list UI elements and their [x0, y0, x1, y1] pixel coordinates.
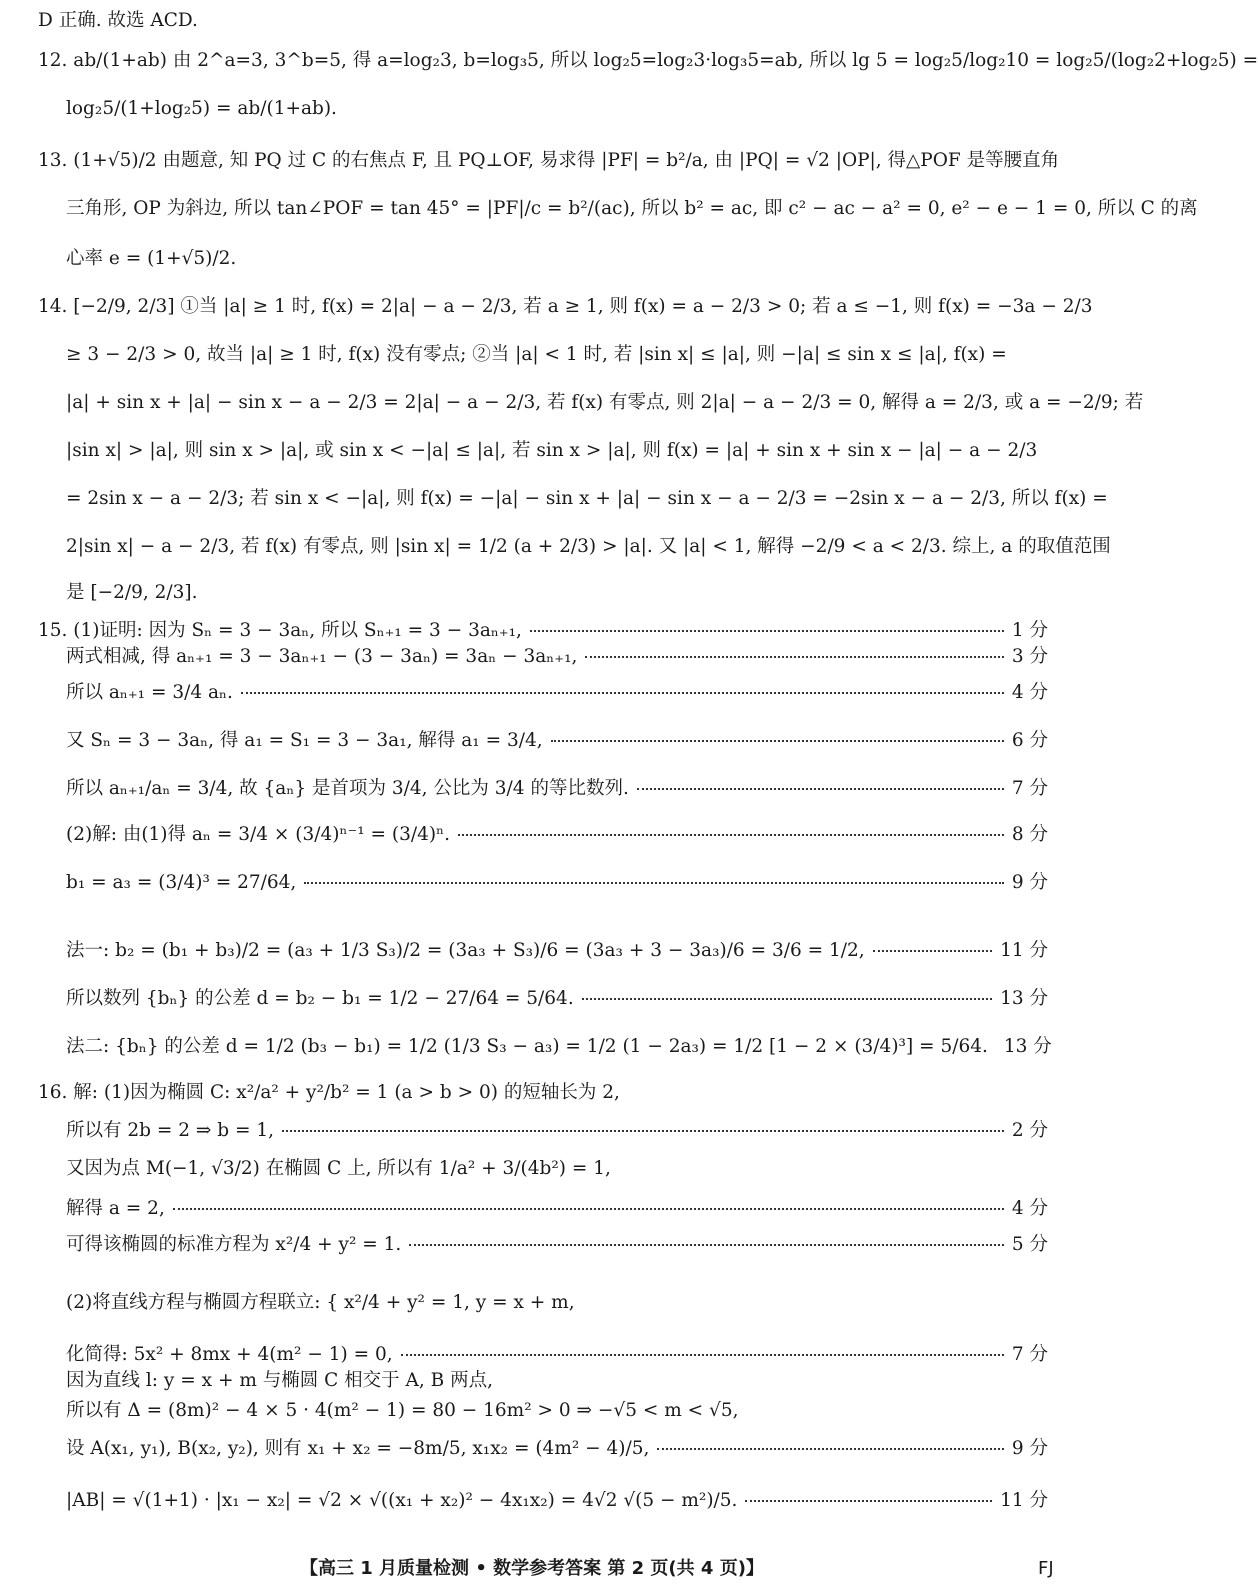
dotted-leader	[551, 740, 1004, 742]
answer-line	[66, 246, 1048, 272]
answer-line-text: 化简得: 5x² + 8mx + 4(m² − 1) = 0,	[66, 1344, 393, 1365]
dotted-leader	[585, 656, 1003, 658]
answer-line	[66, 1034, 1052, 1060]
footer-code: FJ	[1038, 1558, 1054, 1579]
answer-line-text: (2)解: 由(1)得 aₙ = 3/4 × (3/4)ⁿ⁻¹ = (3/4)ⁿ.	[66, 824, 450, 845]
answer-line	[66, 644, 1048, 670]
answer-line-text: 所以 aₙ₊₁/aₙ = 3/4, 故 {aₙ} 是首项为 3/4, 公比为 3/4 的等比数列.	[66, 778, 629, 799]
dotted-leader	[458, 834, 1004, 836]
dotted-leader	[745, 1500, 992, 1502]
score-label: 2 分	[1011, 1120, 1048, 1141]
answer-line-text: 法一: b₂ = (b₁ + b₃)/2 = (a₃ + 1/3 S₃)/2 = (3a₃ + S₃)/6 = (3a₃ + 3 − 3a₃)/6 = 3/6 = 1/2,	[66, 940, 865, 961]
answer-line	[66, 580, 1048, 606]
score-label: 1 分	[1011, 620, 1048, 641]
answer-line	[66, 776, 1048, 802]
score-label: 3 分	[1011, 646, 1048, 667]
answer-line-text: 15. (1)证明: 因为 Sₙ = 3 − 3aₙ, 所以 Sₙ₊₁ = 3 − 3aₙ₊₁,	[38, 620, 522, 641]
answer-line-text: 16. 解: (1)因为椭圆 C: x²/a² + y²/b² = 1 (a > b > 0) 的短轴长为 2,	[38, 1082, 620, 1103]
score-label: 13 分	[1000, 988, 1048, 1009]
score-label: 7 分	[1011, 778, 1048, 799]
answer-line-text: 所以有 2b = 2 ⇒ b = 1,	[66, 1120, 275, 1141]
score-label: 6 分	[1011, 730, 1048, 751]
answer-line	[38, 294, 1093, 320]
dotted-leader	[873, 950, 992, 952]
answer-line	[66, 1398, 1048, 1424]
answer-line-text: 两式相减, 得 aₙ₊₁ = 3 − 3aₙ₊₁ − (3 − 3aₙ) = 3aₙ − 3aₙ₊₁,	[66, 646, 578, 667]
score-label: 4 分	[1011, 1198, 1048, 1219]
answer-line-text: b₁ = a₃ = (3/4)³ = 27/64,	[66, 872, 297, 893]
answer-line-text: 是 [−2/9, 2/3].	[66, 582, 198, 603]
answer-line-text: |sin x| > |a|, 则 sin x > |a|, 或 sin x < −|a| ≤ |a|, 若 sin x > |a|, 则 f(x) = |a| + sin x + sin x − |a| − a − 2/3	[66, 440, 1038, 461]
score-label: 9 分	[1011, 1438, 1048, 1459]
answer-line	[66, 1488, 1048, 1514]
answer-line	[66, 486, 1108, 512]
dotted-leader	[530, 630, 1004, 632]
dotted-leader	[401, 1354, 1004, 1356]
dotted-leader	[582, 998, 992, 1000]
answer-line	[38, 8, 1048, 34]
answer-line	[66, 1342, 1048, 1368]
answer-line	[66, 534, 1111, 560]
answer-line	[66, 1290, 1048, 1316]
answer-line-text: 所以有 Δ = (8m)² − 4 × 5 · 4(m² − 1) = 80 − 16m² > 0 ⇒ −√5 < m < √5,	[66, 1400, 739, 1421]
answer-line	[66, 96, 1048, 122]
answer-line-text: (2)将直线方程与椭圆方程联立: { x²/4 + y² = 1, y = x + m,	[66, 1292, 575, 1313]
answer-line-text: 13. (1+√5)/2 由题意, 知 PQ 过 C 的右焦点 F, 且 PQ⊥OF, 易求得 |PF| = b²/a, 由 |PQ| = √2 |OP|, 得△POF 是等腰直角	[38, 150, 1060, 171]
answer-line-text: 心率 e = (1+√5)/2.	[66, 248, 237, 269]
dotted-leader	[282, 1130, 1004, 1132]
answer-line-text: 解得 a = 2,	[66, 1198, 165, 1219]
answer-line-text: log₂5/(1+log₂5) = ab/(1+ab).	[66, 98, 337, 119]
answer-line-text: 所以数列 {bₙ} 的公差 d = b₂ − b₁ = 1/2 − 27/64 = 5/64.	[66, 988, 574, 1009]
answer-line	[66, 438, 1048, 464]
answer-line-text: 14. [−2/9, 2/3] ①当 |a| ≥ 1 时, f(x) = 2|a| − a − 2/3, 若 a ≥ 1, 则 f(x) = a − 2/3 > 0; 若 a ≤ −1, 则 f(x) = −3a − 2/3	[38, 296, 1093, 317]
answer-line	[66, 870, 1048, 896]
answer-line-text: |a| + sin x + |a| − sin x − a − 2/3 = 2|a| − a − 2/3, 若 f(x) 有零点, 则 2|a| − a − 2/3 = 0, 解得 a = 2/3, 或 a = −2/9; 若	[66, 392, 1144, 413]
answer-line	[66, 342, 1048, 368]
score-label: 7 分	[1011, 1344, 1048, 1365]
answer-line-text: 所以 aₙ₊₁ = 3/4 aₙ.	[66, 682, 233, 703]
answer-line-text: 又因为点 M(−1, √3/2) 在椭圆 C 上, 所以有 1/a² + 3/(4b²) = 1,	[66, 1158, 611, 1179]
answer-line	[66, 196, 1198, 222]
answer-line	[66, 728, 1048, 754]
answer-line	[38, 618, 1048, 644]
answer-line	[66, 1118, 1048, 1144]
answer-line	[66, 938, 1048, 964]
dotted-leader	[409, 1244, 1004, 1246]
score-label: 11 分	[1000, 1490, 1048, 1511]
answer-line	[38, 1080, 1048, 1106]
answer-line-text: 可得该椭圆的标准方程为 x²/4 + y² = 1.	[66, 1234, 402, 1255]
answer-line-text: 12. ab/(1+ab) 由 2^a=3, 3^b=5, 得 a=log₂3, b=log₃5, 所以 log₂5=log₂3·log₃5=ab, 所以 lg 5 = log₂5/log₂10 = log₂5/(log₂2+log₂5) =	[38, 50, 1258, 71]
answer-line	[66, 822, 1048, 848]
dotted-leader	[173, 1208, 1004, 1210]
score-label: 13 分	[1003, 1036, 1052, 1057]
answer-line	[66, 986, 1048, 1012]
score-label: 4 分	[1011, 682, 1048, 703]
answer-line	[66, 1368, 1048, 1394]
dotted-leader	[657, 1448, 1003, 1450]
score-label: 5 分	[1011, 1234, 1048, 1255]
answer-line	[66, 1232, 1048, 1258]
answer-line-text: 因为直线 l: y = x + m 与椭圆 C 相交于 A, B 两点,	[66, 1370, 494, 1391]
answer-line	[66, 680, 1048, 706]
answer-line-text: ≥ 3 − 2/3 > 0, 故当 |a| ≥ 1 时, f(x) 没有零点; ②当 |a| < 1 时, 若 |sin x| ≤ |a|, 则 −|a| ≤ sin x ≤ |a|, f(x) =	[66, 344, 1007, 365]
dotted-leader	[304, 882, 1004, 884]
answer-line	[66, 1156, 1048, 1182]
score-label: 11 分	[1000, 940, 1048, 961]
score-label: 9 分	[1011, 872, 1048, 893]
footer-title: 【高三 1 月质量检测 • 数学参考答案 第 2 页(共 4 页)】	[300, 1558, 764, 1579]
answer-line-text: 2|sin x| − a − 2/3, 若 f(x) 有零点, 则 |sin x| = 1/2 (a + 2/3) > |a|. 又 |a| < 1, 解得 −2/9 < a < 2/3. 综上, a 的取值范围	[66, 536, 1111, 557]
answer-line	[66, 1196, 1048, 1222]
dotted-leader	[241, 692, 1004, 694]
answer-line-text: D 正确. 故选 ACD.	[38, 10, 198, 31]
answer-line	[38, 148, 1060, 174]
answer-line-text: 设 A(x₁, y₁), B(x₂, y₂), 则有 x₁ + x₂ = −8m/5, x₁x₂ = (4m² − 4)/5,	[66, 1438, 650, 1459]
dotted-leader	[637, 788, 1004, 790]
answer-line	[66, 1436, 1048, 1462]
answer-line-text: = 2sin x − a − 2/3; 若 sin x < −|a|, 则 f(x) = −|a| − sin x + |a| − sin x − a − 2/3 = −2sin x − a − 2/3, 所以 f(x) =	[66, 488, 1108, 509]
answer-line	[38, 48, 1258, 74]
answer-line-text: 三角形, OP 为斜边, 所以 tan∠POF = tan 45° = |PF|/c = b²/(ac), 所以 b² = ac, 即 c² − ac − a² = 0, e² − e − 1 = 0, 所以 C 的离	[66, 198, 1198, 219]
answer-line-text: 法二: {bₙ} 的公差 d = 1/2 (b₃ − b₁) = 1/2 (1/3 S₃ − a₃) = 1/2 (1 − 2a₃) = 1/2 [1 − 2 × (3/4)³] = 5/64.	[66, 1036, 988, 1057]
answer-line-text: |AB| = √(1+1) · |x₁ − x₂| = √2 × √((x₁ + x₂)² − 4x₁x₂) = 4√2 √(5 − m²)/5.	[66, 1490, 738, 1511]
answer-line-text: 又 Sₙ = 3 − 3aₙ, 得 a₁ = S₁ = 3 − 3a₁, 解得 a₁ = 3/4,	[66, 730, 543, 751]
score-label: 8 分	[1011, 824, 1048, 845]
answer-line	[66, 390, 1144, 416]
